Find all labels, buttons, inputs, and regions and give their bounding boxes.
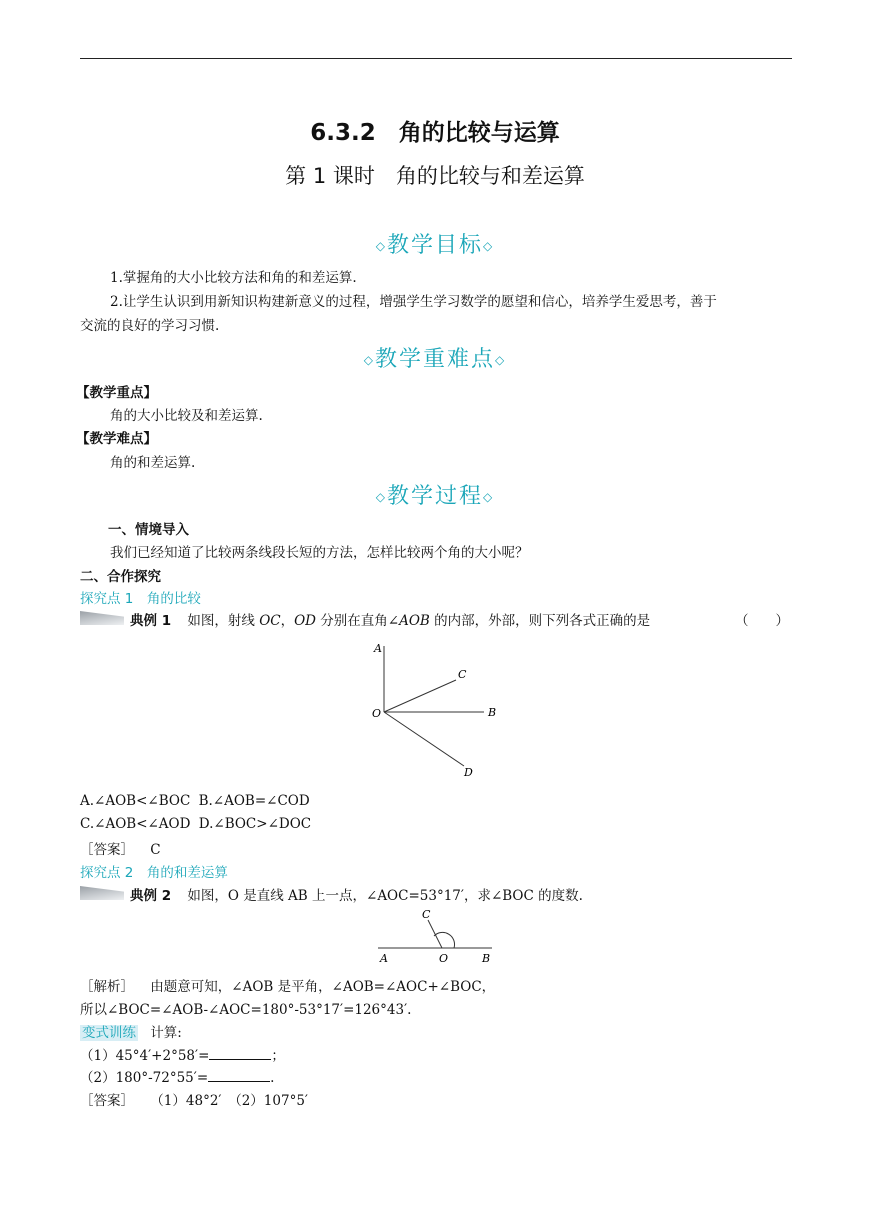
example2-text: 如图，O 是直线 AB 上一点，∠AOC=53°17′，求∠BOC 的度数. bbox=[187, 888, 583, 904]
label-o: O bbox=[439, 952, 449, 965]
option-a: A.∠AOB<∠BOC bbox=[80, 793, 191, 809]
answer-blank-2[interactable] bbox=[208, 1069, 270, 1082]
label-b: B bbox=[482, 952, 491, 965]
point2-heading: 探究点 2 角的和差运算 bbox=[80, 865, 228, 881]
point1-heading: 探究点 1 角的比较 bbox=[80, 591, 201, 607]
analysis-label: ［解析］ bbox=[80, 979, 134, 995]
focus-text: 角的大小比较及和差运算. bbox=[110, 408, 263, 424]
label-a: A bbox=[380, 952, 388, 965]
answer2-label: ［答案］ bbox=[80, 1093, 134, 1109]
variant-label: 变式训练 bbox=[82, 1025, 136, 1041]
label-c: C bbox=[422, 908, 431, 921]
figure-straight-angle bbox=[372, 906, 498, 966]
section-process-label: 教学过程 bbox=[386, 484, 483, 509]
answer1 bbox=[80, 838, 161, 858]
page-title: 6.3.2 角的比较与运算 bbox=[310, 120, 560, 146]
diamond-icon: ◇ bbox=[363, 353, 375, 367]
label-a: A bbox=[374, 642, 382, 655]
section-objectives bbox=[0, 228, 870, 259]
label-d: D bbox=[464, 766, 473, 779]
figure-angle-aob bbox=[360, 638, 520, 783]
option-b: B.∠AOB=∠COD bbox=[198, 793, 310, 809]
section-key-points bbox=[0, 342, 870, 373]
angle-arc bbox=[434, 932, 455, 948]
section-process bbox=[0, 479, 870, 510]
example2-label: 典例 2 bbox=[130, 888, 172, 904]
answer1-label: ［答案］ bbox=[80, 842, 134, 858]
answer-paren: （ ） bbox=[735, 613, 789, 629]
analysis-line2: 所以∠BOC=∠AOB-∠AOC=180°-53°17′=126°43′. bbox=[80, 1002, 412, 1018]
diamond-icon: ◇ bbox=[483, 490, 495, 504]
intro-heading: 一、情境导入 bbox=[108, 522, 189, 538]
options-row-2 bbox=[80, 816, 311, 832]
section-objectives-label: 教学目标 bbox=[386, 233, 483, 258]
explore-heading: 二、合作探究 bbox=[80, 569, 161, 585]
analysis-text-1: 由题意可知，∠AOB 是平角，∠AOB=∠AOC+∠BOC， bbox=[150, 979, 496, 995]
page-subtitle: 第 1 课时 角的比较与和差运算 bbox=[285, 164, 585, 188]
option-d: D.∠BOC>∠DOC bbox=[198, 816, 312, 832]
objective-1: 1.掌握角的大小比较方法和角的和差运算. bbox=[110, 270, 357, 286]
example2-question bbox=[130, 884, 583, 904]
diamond-icon: ◇ bbox=[495, 353, 507, 367]
header-rule bbox=[80, 58, 792, 59]
answer1-value: C bbox=[150, 842, 161, 858]
label-b: B bbox=[488, 706, 497, 719]
answer2 bbox=[80, 1089, 308, 1109]
objective-2-line1: 2.让学生认识到用新知识构建新意义的过程，增强学生学习数学的愿望和信心，培养学生爱思考，善于 bbox=[110, 294, 717, 310]
diamond-icon: ◇ bbox=[483, 239, 495, 253]
answer-blank-1[interactable] bbox=[209, 1047, 271, 1060]
analysis-line1 bbox=[80, 975, 495, 995]
answer2-value: （1）48°2′ （2）107°5′ bbox=[150, 1093, 308, 1109]
question-2: （2）180°-72°55′= . bbox=[80, 1070, 275, 1086]
variant-text: 计算: bbox=[150, 1025, 182, 1041]
section-key-points-label: 教学重难点 bbox=[374, 347, 495, 372]
difficulty-text: 角的和差运算. bbox=[110, 455, 196, 471]
options-row-1 bbox=[80, 793, 310, 809]
ray-oc bbox=[384, 680, 456, 712]
objective-2-line2: 交流的良好的学习习惯. bbox=[80, 318, 220, 334]
ray-oc bbox=[428, 920, 442, 948]
label-c: C bbox=[458, 668, 467, 681]
diamond-icon: ◇ bbox=[375, 490, 387, 504]
question-1: （1）45°4′+2°58′= ； bbox=[80, 1048, 285, 1064]
ray-od bbox=[384, 712, 464, 766]
example-marker-icon bbox=[80, 886, 124, 900]
intro-text: 我们已经知道了比较两条线段长短的方法，怎样比较两个角的大小呢？ bbox=[110, 545, 529, 561]
diamond-icon: ◇ bbox=[375, 239, 387, 253]
label-o: O bbox=[372, 707, 382, 720]
example1-question: 典例 1 如图，射线 OC，OD 分别在直角∠AOB 的内部，外部，则下列各式正确的是 bbox=[130, 613, 651, 629]
example-marker-icon bbox=[80, 611, 124, 625]
option-c: C.∠AOB<∠AOD bbox=[80, 816, 191, 832]
difficulty-label: 【教学难点】 bbox=[76, 431, 157, 447]
variant-row bbox=[80, 1021, 182, 1041]
example1-label: 典例 1 bbox=[130, 613, 172, 629]
focus-label: 【教学重点】 bbox=[76, 385, 157, 401]
